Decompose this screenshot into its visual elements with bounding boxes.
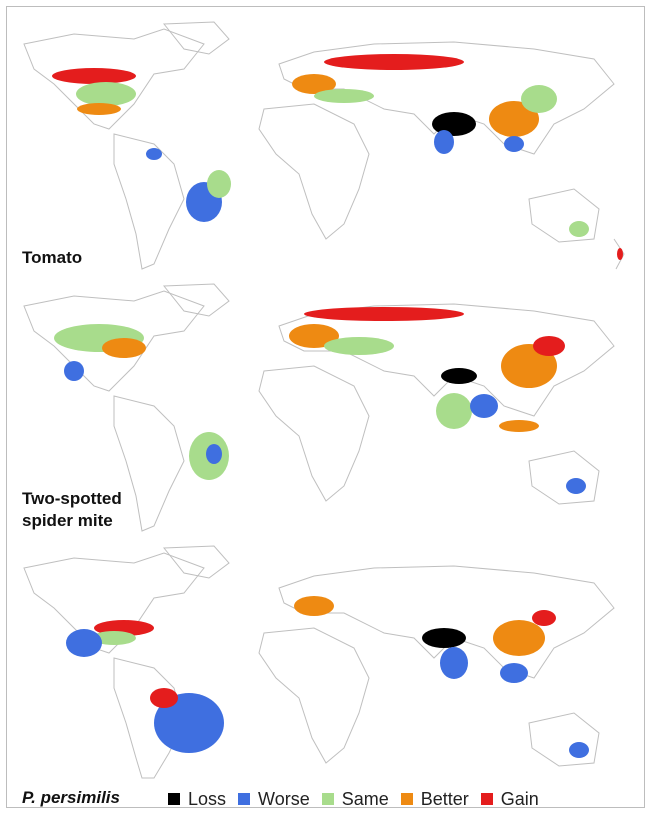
map-panel-tomato: [14, 14, 634, 280]
change-regions: [66, 596, 589, 758]
legend-swatch-same: [322, 793, 334, 805]
legend-label-loss: Loss: [188, 788, 227, 809]
world-map-tomato: [14, 14, 634, 280]
land-outlines: [24, 546, 614, 778]
panel-label-line: Tomato: [22, 248, 83, 267]
land-outlines: [24, 22, 624, 269]
legend-item-better: [401, 789, 469, 810]
legend: [168, 786, 551, 812]
legend-label-gain: Gain: [500, 788, 539, 809]
panel-label-line: P. persimilis: [22, 788, 120, 807]
legend-swatch-loss: [168, 793, 180, 805]
legend-swatch-gain: [481, 793, 493, 805]
panel-label-tomato: [22, 247, 82, 269]
panel-label-mite: [22, 488, 122, 532]
legend-label-better: Better: [420, 788, 469, 809]
legend-label-same: Same: [341, 788, 389, 809]
panel-label-line: spider mite: [22, 511, 113, 530]
panel-label-line: Two-spotted: [22, 489, 122, 508]
world-map-persimilis: [14, 538, 634, 782]
panel-label-persimilis: [22, 787, 120, 809]
legend-item-same: [322, 789, 389, 810]
legend-label-worse: Worse: [258, 788, 310, 809]
map-panel-persimilis: [14, 538, 634, 804]
legend-item-gain: [481, 789, 539, 810]
legend-item-loss: [168, 789, 226, 810]
legend-swatch-better: [401, 793, 413, 805]
legend-swatch-worse: [238, 793, 250, 805]
legend-item-worse: [238, 789, 310, 810]
